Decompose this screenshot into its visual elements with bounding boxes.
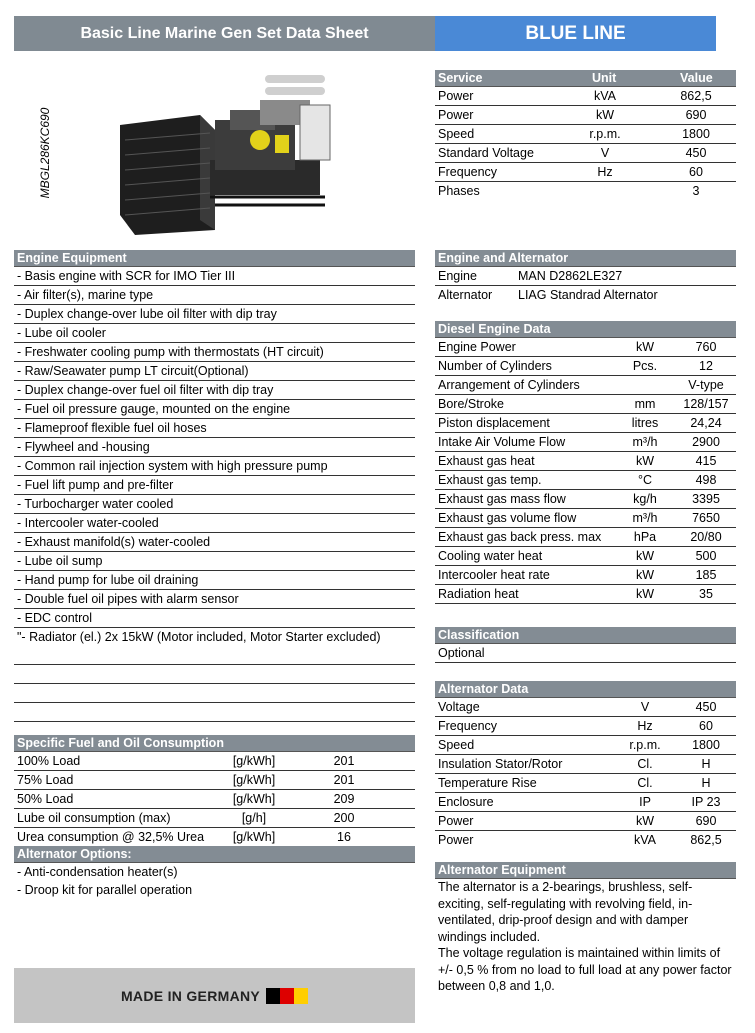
consumption-row-cell: 209 [333,792,355,806]
diesel-row-cell: Exhaust gas volume flow [438,511,577,525]
equipment-item-cell: - EDC control [17,611,93,625]
alternator-data-section [435,681,736,849]
genset-illustration [115,65,335,235]
service-row-cell: Speed [438,127,475,141]
diesel-row [435,452,736,471]
diesel-row-cell: 128/157 [683,397,729,411]
equipment-item [14,457,415,476]
equipment-item-cell: - Turbocharger water cooled [17,497,174,511]
consumption-row-cell: [g/kWh] [232,754,276,768]
equipment-item-cell: - Duplex change-over fuel oil filter with dip tray [17,383,274,397]
made-in-germany-badge [14,968,415,1023]
equipment-item-cell: - Intercooler water-cooled [17,516,159,530]
engine-alternator-row-cell: MAN D2862LE327 [518,269,623,283]
alternator-data-row-cell: 690 [695,814,717,828]
diesel-row-cell: °C [637,473,653,487]
alternator-data-row-cell: kW [635,814,655,828]
diesel-row-cell: kg/h [633,492,657,506]
diesel-row-cell: Radiation heat [438,587,519,601]
alternator-data-row-cell: H [701,776,711,790]
diesel-row-cell: Exhaust gas back press. max [438,530,602,544]
service-row-cell: kVA [594,89,616,103]
diesel-row [435,376,736,395]
diesel-row-cell: Bore/Stroke [438,397,505,411]
diesel-row-cell: 2900 [692,435,720,449]
alternator-data-row-cell: Voltage [438,700,480,714]
alternator-equipment-title: Alternator Equipment [435,862,736,879]
diesel-row-cell: 498 [695,473,717,487]
engine-alternator-section [435,250,736,304]
alternator-data-row-cell: 862,5 [690,833,722,847]
model-code: MBGL286KC690 [38,107,52,198]
alternator-data-title: Alternator Data [435,681,736,698]
diesel-row-cell: 3395 [692,492,720,506]
alternator-option-cell: - Anti-condensation heater(s) [17,865,178,879]
blank-row [14,684,415,703]
consumption-row-cell: Lube oil consumption (max) [17,811,171,825]
engine-alternator-row-cell: Alternator [438,288,493,302]
service-row-cell: 60 [689,165,703,179]
service-row [435,106,736,125]
equipment-item-cell: - Lube oil sump [17,554,103,568]
engine-alternator-row-cell: Engine [438,269,477,283]
engine-alternator-row [435,286,736,304]
diesel-row-cell: kW [635,549,655,563]
consumption-row [14,752,415,771]
consumption-row-cell: [g/h] [241,811,267,825]
equipment-item [14,267,415,286]
alternator-data-row-cell: Cl. [637,776,653,790]
sheet-title: Basic Line Marine Gen Set Data Sheet [14,16,435,51]
consumption-row-cell: 16 [337,830,351,844]
service-row-cell: 3 [692,184,700,198]
diesel-row-cell: 24,24 [690,416,722,430]
diesel-row-cell: Exhaust gas heat [438,454,535,468]
equipment-item-cell: - Common rail injection system with high pressure pump [17,459,328,473]
equipment-item [14,476,415,495]
consumption-row-cell: 50% Load [17,792,74,806]
service-row-cell: V [600,146,610,160]
brand-line-banner: BLUE LINE [435,16,716,51]
alternator-description: The alternator is a 2-bearings, brushless, self-exciting, self-regulating with revolving field, in-ventilated, drip-proof design and with damper windings included. [438,880,693,944]
equipment-item-cell: - Flameproof flexible fuel oil hoses [17,421,207,435]
alternator-data-row [435,755,736,774]
equipment-item [14,305,415,324]
equipment-item [14,362,415,381]
alternator-data-row-cell: IP 23 [691,795,721,809]
diesel-row-cell: 7650 [692,511,720,525]
alternator-data-row-cell: 60 [699,719,713,733]
classification-value: Optional [435,644,736,663]
diesel-row [435,357,736,376]
diesel-row-cell: m³/h [632,511,658,525]
equipment-item [14,571,415,590]
service-row-cell: Power [438,89,474,103]
equipment-item-cell: - Lube oil cooler [17,326,106,340]
alternator-data-row-cell: kVA [634,833,656,847]
consumption-row-cell: 200 [333,811,355,825]
service-row-cell: Power [438,108,474,122]
diesel-row [435,509,736,528]
alternator-data-row-cell: Power [438,814,474,828]
alternator-equipment-section [435,862,736,995]
equipment-item [14,495,415,514]
engine-equipment-title: Engine Equipment [14,250,415,267]
engine-equipment-section [14,250,415,741]
diesel-row [435,471,736,490]
equipment-item [14,438,415,457]
diesel-row-cell: Intake Air Volume Flow [438,435,566,449]
classification-section [435,627,736,663]
alternator-data-row-cell: H [701,757,711,771]
alternator-data-row [435,812,736,831]
alternator-data-row-cell: Insulation Stator/Rotor [438,757,563,771]
diesel-row [435,585,736,604]
consumption-row-cell: 201 [333,773,355,787]
consumption-row [14,809,415,828]
diesel-row-cell: V-type [688,378,724,392]
service-row-cell: 450 [685,146,707,160]
equipment-item [14,286,415,305]
diesel-row-cell: litres [631,416,659,430]
diesel-engine-section [435,321,736,604]
equipment-item-cell: - Exhaust manifold(s) water-cooled [17,535,211,549]
alternator-data-row-cell: Frequency [438,719,498,733]
diesel-row-cell: Cooling water heat [438,549,543,563]
classification-title: Classification [435,627,736,644]
service-row-cell: Standard Voltage [438,146,534,160]
equipment-item [14,609,415,628]
alternator-option [17,863,415,881]
diesel-row [435,528,736,547]
diesel-row [435,433,736,452]
alternator-data-row-cell: 450 [695,700,717,714]
service-row [435,144,736,163]
consumption-row-cell: [g/kWh] [232,792,276,806]
service-row-cell: Hz [597,165,613,179]
service-row-cell: 862,5 [680,89,712,103]
diesel-row [435,490,736,509]
equipment-item-cell: "- Radiator (el.) 2x 15kW (Motor included, Motor Starter excluded) [17,630,381,644]
service-table-header: Service Unit Value [435,70,736,87]
service-row [435,87,736,106]
alternator-data-row-cell: V [640,700,650,714]
consumption-row-cell: 100% Load [17,754,81,768]
alternator-data-row [435,698,736,717]
diesel-row-cell: Arrangement of Cylinders [438,378,580,392]
diesel-row [435,395,736,414]
alternator-data-row [435,831,736,849]
service-row-cell: Phases [438,184,480,198]
diesel-row-cell: kW [635,340,655,354]
alternator-data-row [435,736,736,755]
equipment-item-cell: - Basis engine with SCR for IMO Tier III [17,269,236,283]
alternator-data-row-cell: Temperature Rise [438,776,537,790]
made-in-label: MADE IN GERMANY [120,987,261,1004]
alternator-data-row [435,793,736,812]
diesel-row-cell: Intercooler heat rate [438,568,550,582]
diesel-row-cell: Exhaust gas mass flow [438,492,566,506]
equipment-item-cell: - Fuel oil pressure gauge, mounted on the engine [17,402,291,416]
consumption-row-cell: [g/kWh] [232,830,276,844]
diesel-row-cell: Pcs. [632,359,658,373]
diesel-row-cell: kW [635,454,655,468]
diesel-row-cell: mm [634,397,656,411]
equipment-item [14,400,415,419]
alternator-data-row-cell: IP [639,795,651,809]
consumption-row-cell: [g/kWh] [232,773,276,787]
equipment-item [14,533,415,552]
diesel-row-cell: Exhaust gas temp. [438,473,542,487]
consumption-row-cell: 201 [333,754,355,768]
equipment-item-cell: - Duplex change-over lube oil filter with dip tray [17,307,277,321]
alternator-data-row-cell: Hz [637,719,653,733]
alternator-data-row-cell: Speed [438,738,475,752]
equipment-item-cell: - Flywheel and -housing [17,440,150,454]
diesel-row-cell: 185 [695,568,717,582]
diesel-row-cell: Number of Cylinders [438,359,552,373]
diesel-row-cell: 20/80 [690,530,722,544]
blank-row [14,646,415,665]
service-row-cell: kW [595,108,615,122]
equipment-item-cell: - Hand pump for lube oil draining [17,573,199,587]
alternator-data-row-cell: 1800 [692,738,720,752]
service-row-cell: r.p.m. [589,127,621,141]
equipment-item [14,552,415,571]
diesel-row [435,414,736,433]
equipment-item [14,419,415,438]
equipment-item [14,514,415,533]
consumption-row-cell: Urea consumption @ 32,5% Urea [17,830,205,844]
equipment-item [14,381,415,400]
diesel-row-cell: kW [635,587,655,601]
blank-row [14,703,415,722]
diesel-row-cell: 500 [695,549,717,563]
diesel-row-cell: 35 [699,587,713,601]
alternator-option [17,881,415,899]
consumption-section [14,735,415,899]
consumption-row [14,771,415,790]
diesel-row-cell: hPa [633,530,657,544]
blank-row [14,665,415,684]
diesel-row-cell: 760 [695,340,717,354]
alternator-option-cell: - Droop kit for parallel operation [17,883,193,897]
equipment-item-cell: - Raw/Seawater pump LT circuit(Optional) [17,364,249,378]
diesel-row-cell: 12 [699,359,713,373]
diesel-row [435,566,736,585]
service-row-cell: 1800 [682,127,710,141]
consumption-row [14,790,415,809]
equipment-item-cell: - Air filter(s), marine type [17,288,154,302]
alternator-data-row-cell: Power [438,833,474,847]
diesel-row-cell: kW [635,568,655,582]
equipment-item [14,590,415,609]
german-flag-icon [266,988,308,1004]
engine-alternator-row [435,267,736,286]
diesel-row-cell: Piston displacement [438,416,550,430]
diesel-row-cell: m³/h [632,435,658,449]
equipment-item-cell: - Fuel lift pump and pre-filter [17,478,174,492]
diesel-row [435,338,736,357]
service-row [435,125,736,144]
equipment-item [14,343,415,362]
alternator-options-title: Alternator Options: [14,846,415,863]
equipment-item [14,324,415,343]
alternator-data-row-cell: Cl. [637,757,653,771]
consumption-row [14,828,415,846]
engine-alternator-row-cell: LIAG Standrad Alternator [518,288,658,302]
diesel-engine-title: Diesel Engine Data [435,321,736,338]
diesel-row-cell: 415 [695,454,717,468]
service-row [435,182,736,200]
alternator-data-row [435,717,736,736]
service-table [435,70,736,200]
alternator-data-row-cell: Enclosure [438,795,494,809]
alternator-data-row-cell: r.p.m. [629,738,661,752]
consumption-title: Specific Fuel and Oil Consumption [14,735,415,752]
service-row-cell: 690 [685,108,707,122]
equipment-item-cell: - Freshwater cooling pump with thermostats (HT circuit) [17,345,324,359]
diesel-row-cell: Engine Power [438,340,516,354]
equipment-item [14,628,415,646]
alternator-data-row [435,774,736,793]
consumption-row-cell: 75% Load [17,773,74,787]
service-row-cell: Frequency [438,165,498,179]
voltage-regulation-text: The voltage regulation is maintained within limits of +/- 0,5 % from no load to full load at any power factor between 0,8 and 1,0. [438,946,732,993]
equipment-item-cell: - Double fuel oil pipes with alarm sensor [17,592,239,606]
diesel-row [435,547,736,566]
engine-alternator-title: Engine and Alternator [435,250,736,267]
service-row [435,163,736,182]
